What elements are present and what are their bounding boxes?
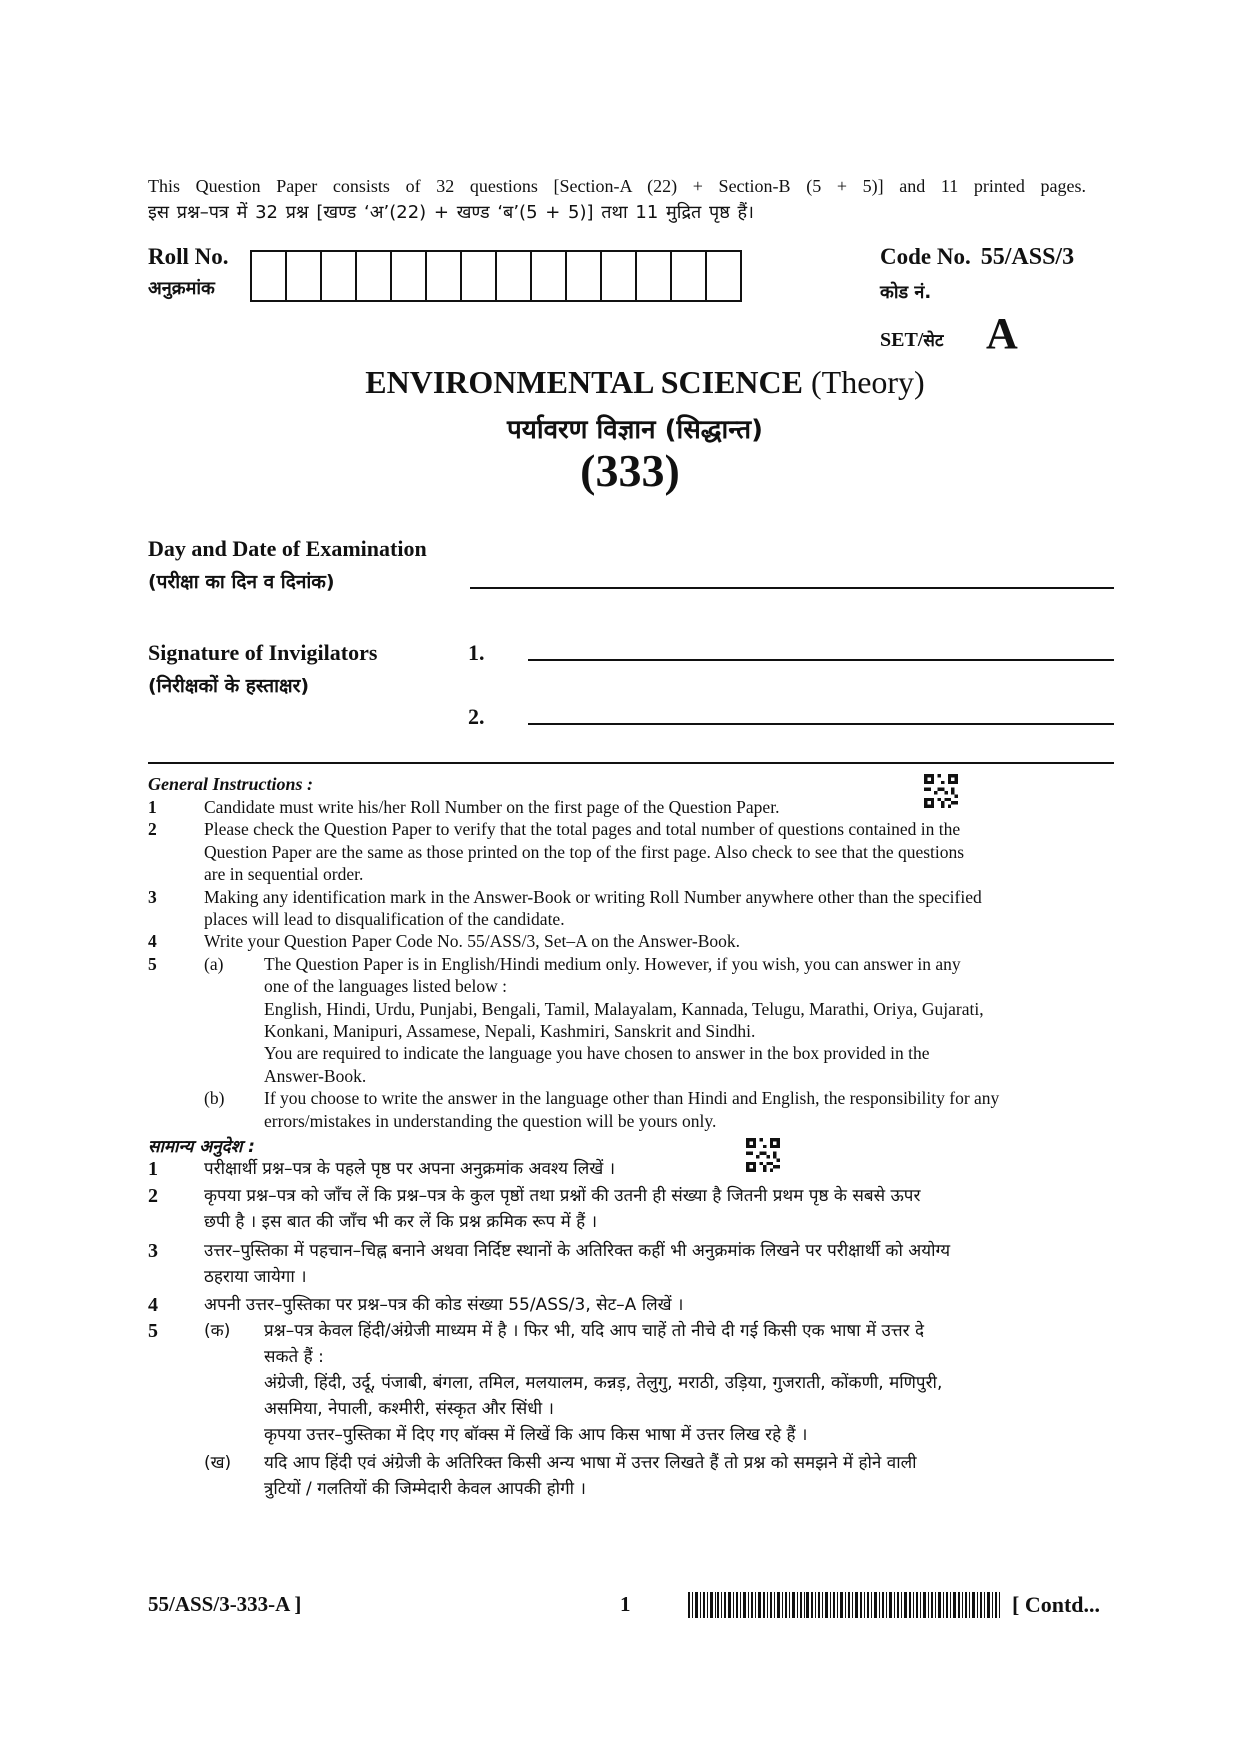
- roll-digit-box[interactable]: [707, 252, 742, 300]
- instr-hi-line: कृपया प्रश्न–पत्र को जाँच लें कि प्रश्न–पत्र के कुल पृष्ठों तथा प्रश्नों की उतनी ही संख्या है जितनी प्रथम पृष्ठ के सबसे ऊपर: [204, 1186, 921, 1206]
- instr-hi-line: त्रुटियों / गलतियों की जिम्मेदारी केवल आपकी होगी ।: [264, 1479, 586, 1499]
- subject-theory: (Theory): [810, 364, 925, 400]
- footer-paper-code: 55/ASS/3-333-A ]: [148, 1592, 302, 1616]
- roll-digit-box[interactable]: [567, 252, 602, 300]
- signature-number-2: 2.: [468, 704, 485, 729]
- instr-en-num: 5: [148, 953, 157, 974]
- exam-date-line[interactable]: [470, 587, 1114, 589]
- page-number: 1: [620, 1592, 631, 1616]
- instr-hi-line: परीक्षार्थी प्रश्न–पत्र के पहले पृष्ठ पर अपना अनुक्रमांक अवश्य लिखें ।: [204, 1159, 616, 1179]
- paper-summary-en: This Question Paper consists of 32 questions [Section-A (22) + Section-B (5 + 5)] and 11 printed pages.: [148, 176, 1086, 196]
- instr-en-line: places will lead to disqualification of the candidate.: [204, 909, 565, 929]
- set-value: A: [986, 309, 1018, 358]
- instr-en-line: errors/mistakes in understanding the question will be yours only.: [264, 1110, 717, 1131]
- exam-date-label-hi: (परीक्षा का दिन व दिनांक): [148, 571, 335, 593]
- instr-hi-line: उत्तर–पुस्तिका में पहचान–चिह्न बनाने अथवा निर्दिष्ट स्थानों के अतिरिक्त कहीं भी अनुक्रमांक लिखने पर परीक्षार्थी को अयोग्य: [204, 1241, 951, 1261]
- instr-en-sub: (a): [204, 953, 224, 974]
- instr-hi-line: असमिया, नेपाली, कश्मीरी, संस्कृत और सिंधी ।: [264, 1399, 554, 1419]
- roll-digit-box[interactable]: [462, 252, 497, 300]
- instr-en-line: Making any identification mark in the Answer-Book or writing Roll Number anywhere other than the specified: [204, 886, 982, 907]
- instr-hi-num: 4: [148, 1294, 158, 1316]
- subject-code: (333): [580, 445, 680, 496]
- continued-label: [ Contd...: [1012, 1592, 1101, 1617]
- roll-digit-box[interactable]: [602, 252, 637, 300]
- instr-hi-num: 5: [148, 1320, 158, 1342]
- roll-digit-box[interactable]: [287, 252, 322, 300]
- barcode-icon: [688, 1592, 1000, 1623]
- instr-en-line: one of the languages listed below :: [264, 976, 507, 997]
- exam-date-label-en: Day and Date of Examination: [148, 536, 427, 561]
- subject-name-en: ENVIRONMENTAL SCIENCE: [365, 364, 803, 400]
- instr-en-line: The Question Paper is in English/Hindi medium only. However, if you wish, you can answer in any: [264, 953, 961, 974]
- instr-hi-num: 1: [148, 1158, 158, 1180]
- signature-line-1[interactable]: [528, 659, 1114, 661]
- instr-en-num: 4: [148, 931, 157, 952]
- code-number: [880, 244, 1074, 271]
- signature-number-1: 1.: [468, 640, 485, 665]
- instr-hi-line: अपनी उत्तर–पुस्तिका पर प्रश्न–पत्र की कोड संख्या 55/ASS/3, सेट–A लिखें ।: [204, 1295, 684, 1315]
- instr-en-num: 1: [148, 797, 157, 817]
- code-value: 55/ASS/3: [980, 244, 1075, 270]
- instr-en-line: If you choose to write the answer in the language other than Hindi and English, the responsibility for any: [264, 1088, 1000, 1109]
- roll-digit-box[interactable]: [392, 252, 427, 300]
- roll-digit-box[interactable]: [322, 252, 357, 300]
- instr-hi-sub: (ख): [204, 1453, 232, 1473]
- instr-en-line: You are required to indicate the language you have chosen to answer in the box provided in the: [264, 1043, 930, 1064]
- roll-digit-box[interactable]: [427, 252, 462, 300]
- instr-hi-line: अंग्रेजी, हिंदी, उर्दू, पंजाबी, बंगला, तमिल, मलयालम, कन्नड़, तेलुगु, मराठी, उड़िया, गुजराती, कोंकणी, मणिपुरी,: [264, 1373, 943, 1393]
- instr-en-num: 3: [148, 886, 157, 907]
- instr-hi-line: प्रश्न–पत्र केवल हिंदी/अंग्रेजी माध्यम में है । फिर भी, यदि आप चाहें तो नीचे दी गई किसी एक भाषा में उत्तर दे: [264, 1321, 924, 1341]
- roll-digit-box[interactable]: [357, 252, 392, 300]
- set-label-hi: सेट: [923, 331, 944, 351]
- instr-en-line: Please check the Question Paper to verify that the total pages and total number of questions contained in the: [204, 819, 961, 840]
- instr-hi-line: ठहराया जायेगा ।: [204, 1267, 307, 1287]
- instr-en-line: Write your Question Paper Code No. 55/ASS/3, Set–A on the Answer-Book.: [204, 931, 741, 952]
- invigilator-sig-label-hi: (निरीक्षकों के हस्ताक्षर): [148, 675, 310, 697]
- signature-line-2[interactable]: [528, 723, 1114, 725]
- roll-label-en: Roll No.: [148, 244, 229, 269]
- subject-title-en: [0, 364, 1240, 401]
- instr-en-line: Konkani, Manipuri, Assamese, Nepali, Kashmiri, Sanskrit and Sindhi.: [264, 1021, 756, 1041]
- roll-number-boxes[interactable]: [250, 250, 742, 302]
- instr-en-line: Question Paper are the same as those printed on the top of the first page. Also check to see that the questions: [204, 841, 965, 862]
- set-label: [880, 328, 943, 352]
- instructions-hi-list: [148, 1158, 1118, 1518]
- roll-label-hi: अनुक्रमांक: [148, 278, 215, 299]
- roll-digit-box[interactable]: [672, 252, 707, 300]
- section-divider: [148, 762, 1114, 764]
- code-label-en: Code No.: [880, 244, 971, 269]
- code-label-hi: कोड नं.: [880, 282, 932, 303]
- invigilator-sig-label-en: Signature of Invigilators: [148, 640, 378, 665]
- instructions-en-list: [148, 796, 1118, 1131]
- subject-title-hi: पर्यावरण विज्ञान (सिद्धान्त): [506, 415, 763, 445]
- roll-digit-box[interactable]: [532, 252, 567, 300]
- instr-hi-line: छपी है । इस बात की जाँच भी कर लें कि प्रश्न क्रमिक रूप में हैं ।: [204, 1212, 598, 1232]
- instr-hi-num: 3: [148, 1240, 158, 1262]
- instr-hi-line: कृपया उत्तर–पुस्तिका में दिए गए बॉक्स में लिखें कि आप किस भाषा में उत्तर लिख रहे हैं ।: [264, 1425, 808, 1445]
- instr-hi-num: 2: [148, 1185, 158, 1207]
- instr-en-line: are in sequential order.: [204, 864, 364, 885]
- instr-en-sub: (b): [204, 1088, 225, 1109]
- roll-digit-box[interactable]: [497, 252, 532, 300]
- instr-hi-line: सकते हैं :: [264, 1347, 324, 1367]
- roll-digit-box[interactable]: [252, 252, 287, 300]
- instr-en-line: English, Hindi, Urdu, Punjabi, Bengali, Tamil, Malayalam, Kannada, Telugu, Marathi, Oriya, Gujarati,: [264, 998, 984, 1019]
- general-instructions-heading: General Instructions :: [148, 774, 314, 794]
- instr-hi-line: यदि आप हिंदी एवं अंग्रेजी के अतिरिक्त किसी अन्य भाषा में उत्तर लिखते हैं तो प्रश्न को समझने में होने वाली: [264, 1453, 917, 1473]
- hindi-instructions-heading: सामान्य अनुदेश :: [148, 1137, 255, 1157]
- instr-hi-sub: (क): [204, 1321, 231, 1341]
- instr-en-line: Candidate must write his/her Roll Number on the first page of the Question Paper.: [204, 797, 780, 817]
- set-label-en: SET/: [880, 329, 924, 351]
- paper-summary-hi: इस प्रश्न–पत्र में 32 प्रश्न [खण्ड ‘अ’(22) + खण्ड ‘ब’(5 + 5)] तथा 11 मुद्रित पृष्ठ हैं।: [148, 202, 754, 223]
- roll-digit-box[interactable]: [637, 252, 672, 300]
- instr-en-line: Answer-Book.: [264, 1065, 367, 1086]
- instr-en-num: 2: [148, 819, 157, 840]
